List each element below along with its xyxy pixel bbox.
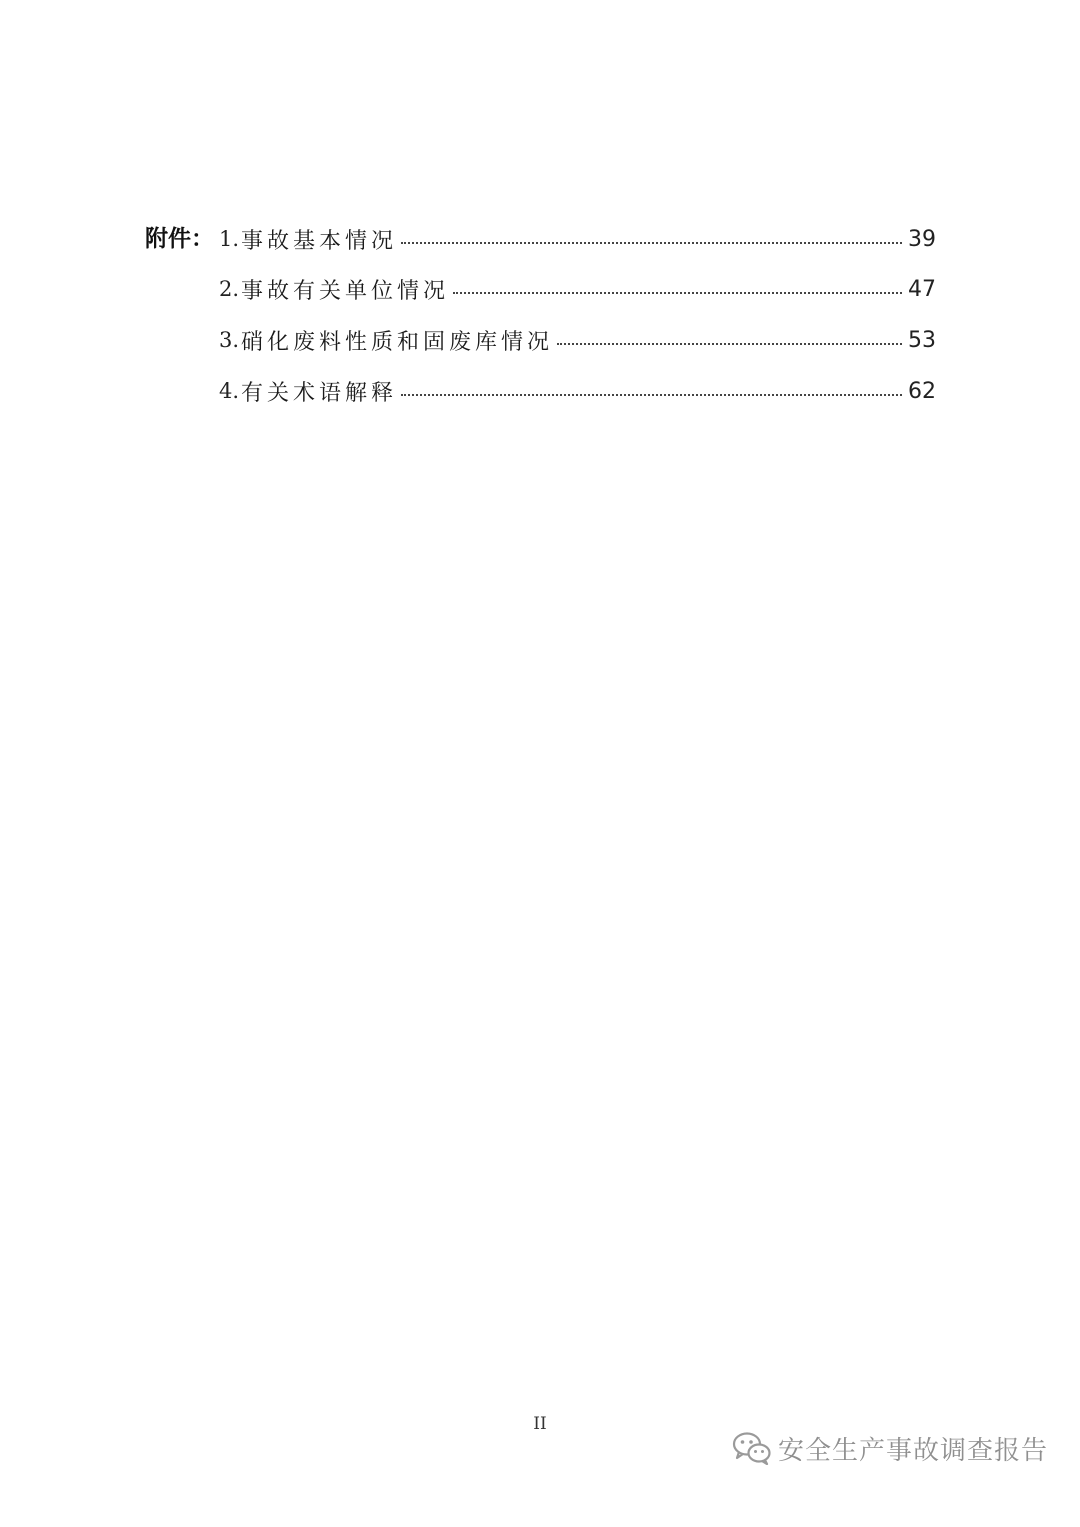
toc-entry-number: 3. bbox=[219, 328, 240, 352]
appendix-label: 附件： bbox=[145, 226, 214, 252]
toc-entry-title: 有关术语解释 bbox=[241, 380, 398, 406]
toc-entry-title: 硝化废料性质和固废库情况 bbox=[241, 329, 554, 355]
toc-entry-page: 62 bbox=[908, 378, 936, 404]
toc-entry-page: 53 bbox=[908, 327, 936, 353]
dot-leader bbox=[401, 242, 902, 244]
page-number: II bbox=[533, 1414, 547, 1434]
toc-entry[interactable] bbox=[219, 320, 936, 360]
dot-leader bbox=[557, 343, 902, 345]
toc-entry-number: 2. bbox=[219, 277, 240, 301]
toc-entry-page: 47 bbox=[908, 276, 936, 302]
dot-leader bbox=[401, 394, 902, 396]
toc-entry-page: 39 bbox=[908, 226, 936, 252]
toc-entry-title: 事故有关单位情况 bbox=[241, 278, 450, 304]
toc-entry[interactable] bbox=[219, 219, 936, 259]
toc-entry[interactable] bbox=[219, 269, 936, 309]
toc-entry-title: 事故基本情况 bbox=[241, 228, 398, 254]
toc-entry[interactable] bbox=[219, 371, 936, 411]
wechat-watermark bbox=[732, 1428, 1048, 1468]
toc-entry-number: 4. bbox=[219, 379, 240, 403]
toc-entry-number: 1. bbox=[219, 227, 240, 251]
dot-leader bbox=[453, 292, 902, 294]
wechat-icon bbox=[732, 1431, 772, 1465]
watermark-text: 安全生产事故调查报告 bbox=[778, 1435, 1049, 1466]
